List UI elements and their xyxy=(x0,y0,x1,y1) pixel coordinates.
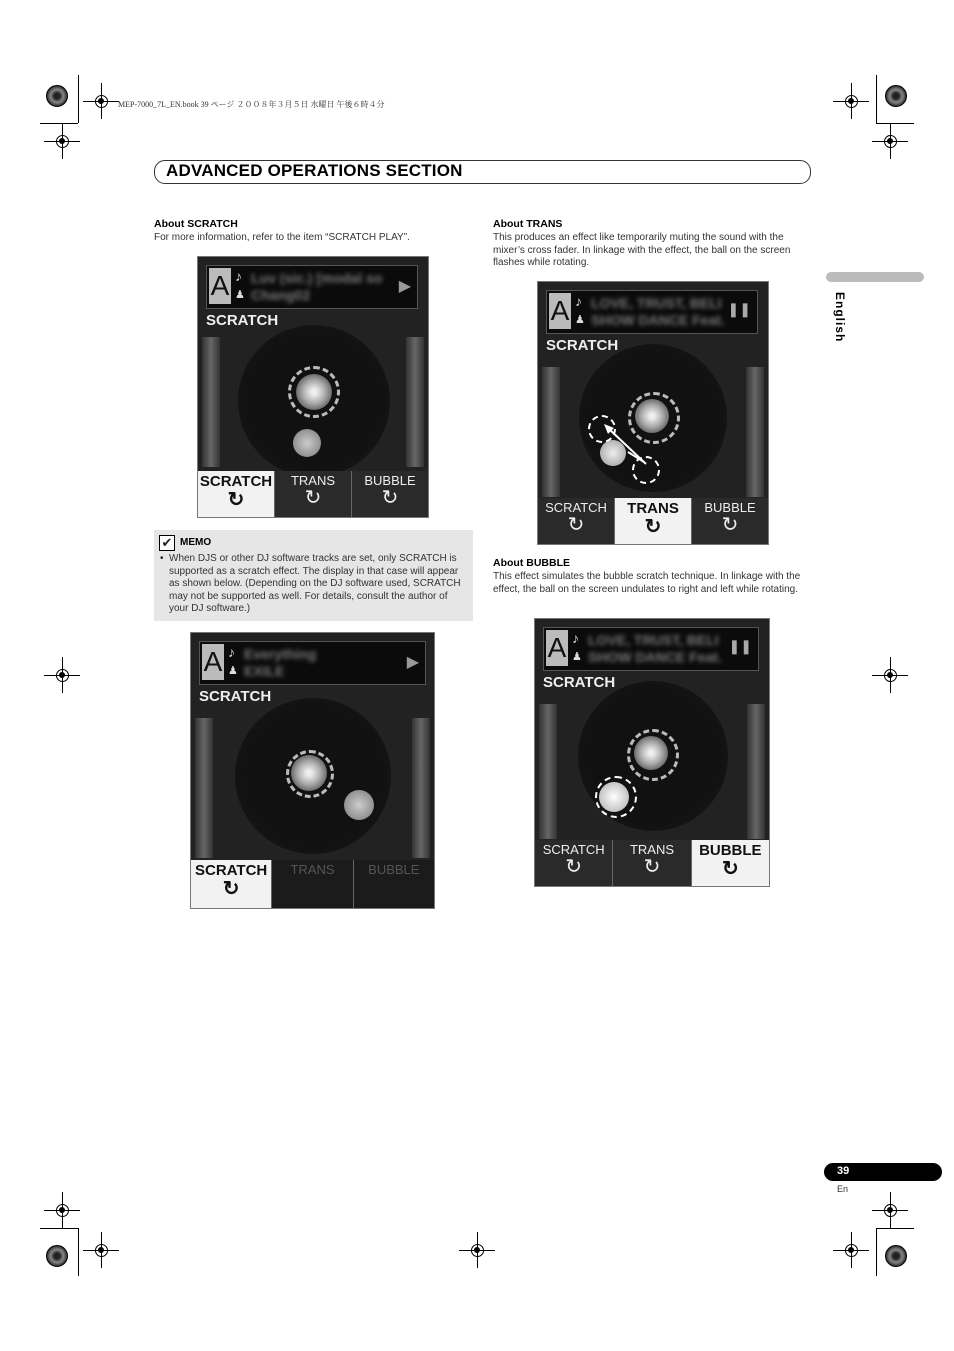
trans-body: This produces an effect like temporarily muting the sound with the mixer’s cross fader. In linkage with the effect, the ball on the screen flashes while rotating. xyxy=(493,232,791,268)
track-artist: SHOW DANCE Feat. xyxy=(591,312,725,328)
pause-icon: ❚❚ xyxy=(728,638,752,654)
track-info-bar xyxy=(206,265,418,309)
play-icon: ▶ xyxy=(406,654,419,671)
center-glow xyxy=(296,374,332,410)
registration-rose-tl xyxy=(46,85,68,107)
effect-tabs xyxy=(191,860,434,908)
bubble-heading: About BUBBLE xyxy=(493,557,570,569)
side-panel xyxy=(539,704,557,839)
bubble-outline xyxy=(595,776,637,818)
tab-scratch[interactable]: SCRATCH ↻ xyxy=(535,840,612,886)
memo-bullet: • xyxy=(160,553,164,564)
language-tab-bar xyxy=(826,272,924,282)
center-glow xyxy=(291,755,327,791)
track-title: Luv (sic.) [modal so xyxy=(251,270,383,286)
deck-label: A xyxy=(549,293,571,329)
rotate-dotted-icon: ↻ xyxy=(304,487,322,509)
trim-line xyxy=(78,1228,79,1276)
tab-scratch[interactable]: SCRATCH ↻ xyxy=(198,471,274,517)
artist-icon: ♟ xyxy=(575,314,585,326)
registration-rose-tr xyxy=(885,85,907,107)
track-title: Everything xyxy=(244,646,317,662)
screenshot-trans xyxy=(537,281,769,545)
page-language: En xyxy=(837,1184,849,1194)
effect-label: SCRATCH xyxy=(546,337,619,354)
tab-bubble[interactable]: BUBBLE ↻ xyxy=(691,840,769,886)
trim-line xyxy=(40,1228,78,1229)
track-title: LOVE, TRUST, BELI xyxy=(588,632,719,648)
rotate-dotted-icon: ↻ xyxy=(643,856,661,878)
bubble-rotate-icon: ↻ xyxy=(721,514,739,536)
memo-box xyxy=(154,530,473,621)
bubble-rotate-icon: ↻ xyxy=(381,487,399,509)
deck-label: A xyxy=(202,644,224,680)
tab-bubble[interactable]: BUBBLE xyxy=(353,860,434,908)
bubble-rotate-icon: ↻ xyxy=(721,858,739,880)
pause-icon: ❚❚ xyxy=(727,301,751,317)
bubble-body: This effect simulates the bubble scratch technique. In linkage with the effect, the ball on the screen undulates to right and left while rotating. xyxy=(493,571,801,595)
rotate-icon: ↻ xyxy=(567,514,585,536)
trim-line xyxy=(78,75,79,123)
track-artist: Chang02 xyxy=(251,287,311,303)
effect-label: SCRATCH xyxy=(206,312,279,329)
side-panel xyxy=(202,337,220,467)
rotate-dotted-icon: ↻ xyxy=(644,516,662,538)
trans-heading: About TRANS xyxy=(493,218,563,230)
trim-line xyxy=(876,1228,877,1276)
music-note-icon: ♪ xyxy=(235,268,242,284)
page-number: 39 xyxy=(837,1165,850,1177)
tab-trans[interactable]: TRANS ↻ xyxy=(612,840,690,886)
effect-ball xyxy=(344,790,374,820)
rotate-icon: ↻ xyxy=(565,856,583,878)
registration-rose-bl xyxy=(46,1245,68,1267)
music-note-icon: ♪ xyxy=(572,630,579,646)
rotate-icon: ↻ xyxy=(222,878,240,900)
memo-text: When DJS or other DJ software tracks are set, only SCRATCH is supported as a scratch effect. The display in that case will appear as shown below. (Depending on the DJ software used, SCRATCH may not be supported as well. For details, consult the author of your DJ software.) xyxy=(169,553,461,614)
screenshot-scratch-dj-software xyxy=(190,632,435,909)
tab-bubble[interactable]: BUBBLE ↻ xyxy=(691,498,768,544)
trim-line xyxy=(876,1228,914,1229)
section-title: ADVANCED OPERATIONS SECTION xyxy=(166,161,463,180)
side-panel xyxy=(542,367,560,497)
effect-tabs xyxy=(535,840,769,886)
screenshot-scratch xyxy=(197,256,429,518)
play-icon: ▶ xyxy=(398,278,411,295)
motion-arrow-icon xyxy=(598,422,658,472)
print-header: MEP-7000_7L_EN.book 39 ページ ２００８年３月５日 水曜日 午後６時４分 xyxy=(118,100,385,109)
effect-ball xyxy=(293,429,321,457)
effect-tabs xyxy=(198,471,428,517)
music-note-icon: ♪ xyxy=(575,293,582,309)
rotate-icon: ↻ xyxy=(227,489,245,511)
effect-label: SCRATCH xyxy=(199,688,272,705)
track-title: LOVE, TRUST, BELI xyxy=(591,295,722,311)
track-info-bar xyxy=(546,290,758,334)
tab-bubble[interactable]: BUBBLE ↻ xyxy=(351,471,428,517)
scratch-body: For more information, refer to the item “SCRATCH PLAY”. xyxy=(154,232,410,243)
screenshot-bubble xyxy=(534,618,770,887)
language-tab-label: English xyxy=(833,292,847,343)
artist-icon: ♟ xyxy=(235,289,245,301)
tab-trans[interactable]: TRANS ↻ xyxy=(274,471,351,517)
track-info-bar xyxy=(199,641,426,685)
side-panel xyxy=(412,718,430,858)
center-glow xyxy=(634,736,668,770)
checkmark-icon: ✔ xyxy=(159,535,175,551)
effect-tabs xyxy=(538,498,768,544)
side-panel xyxy=(406,337,424,467)
artist-icon: ♟ xyxy=(228,665,238,677)
deck-label: A xyxy=(209,268,231,304)
track-info-bar xyxy=(543,627,759,671)
tab-trans[interactable]: TRANS xyxy=(271,860,352,908)
side-panel xyxy=(746,367,764,497)
tab-scratch[interactable]: SCRATCH ↻ xyxy=(538,498,614,544)
deck-label: A xyxy=(546,630,568,666)
tab-trans[interactable]: TRANS ↻ xyxy=(614,498,691,544)
track-artist: SHOW DANCE Feat. xyxy=(588,649,722,665)
tab-scratch[interactable]: SCRATCH ↻ xyxy=(191,860,271,908)
trim-line xyxy=(876,75,877,123)
track-artist: EXILE xyxy=(244,663,285,679)
music-note-icon: ♪ xyxy=(228,644,235,660)
trim-line xyxy=(876,123,914,124)
artist-icon: ♟ xyxy=(572,651,582,663)
trim-line xyxy=(40,123,78,124)
registration-rose-br xyxy=(885,1245,907,1267)
effect-label: SCRATCH xyxy=(543,674,616,691)
memo-title: MEMO xyxy=(180,537,212,548)
side-panel xyxy=(747,704,765,839)
scratch-heading: About SCRATCH xyxy=(154,218,238,230)
side-panel xyxy=(195,718,213,858)
